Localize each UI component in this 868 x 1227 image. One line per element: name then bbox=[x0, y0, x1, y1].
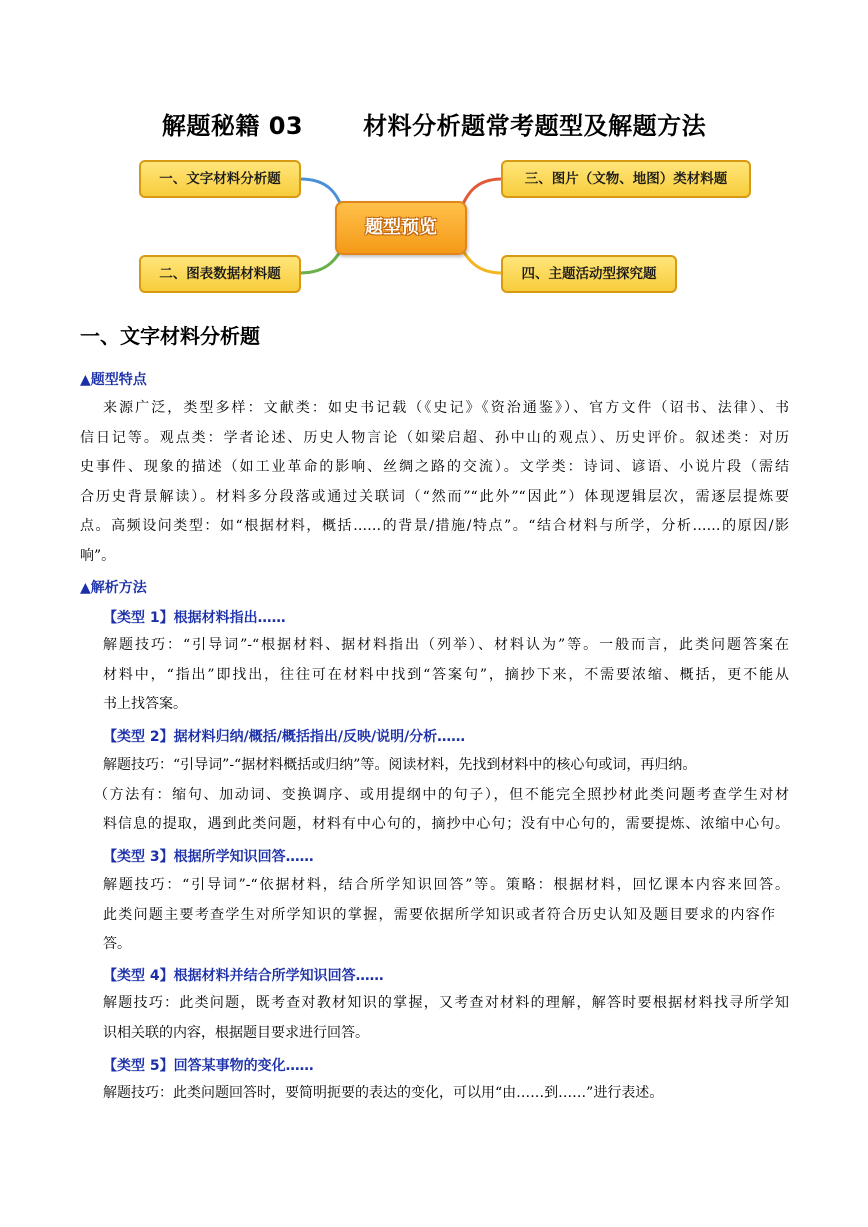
document-title bbox=[0, 106, 868, 141]
features-line: 来源广泛，类型多样：文献类：如史书记载（《史记》《资治通鉴》）、官方文件（诏书、法律）、书 bbox=[103, 400, 789, 416]
title-part-1: 解题秘籍 03 bbox=[161, 112, 304, 140]
features-line: 史事件、现象的描述（如工业革命的影响、丝绸之路的交流）。文学类：诗词、谚语、小说片段（需结 bbox=[80, 459, 789, 475]
features-line: 响”。 bbox=[80, 547, 116, 564]
type-2-line: （方法有：缩句、加动词、变换调序、或用提纲中的句子），但不能完全照抄材此类问题考查学生对材 bbox=[94, 786, 789, 803]
type-1-line: 材料中，“指出”即找出，往往可在材料中找到“答案句”，摘抄下来，不需要浓缩、概括，更不能从 bbox=[103, 666, 789, 683]
features-heading: ▲题型特点 bbox=[80, 372, 147, 388]
type-4-paragraph bbox=[103, 989, 789, 1048]
features-line: 信日记等。观点类：学者论述、历史人物言论（如梁启超、孙中山的观点）、历史评价。叙述类：对历 bbox=[80, 429, 789, 446]
type-1-label: 【类型 1】根据材料指出…… bbox=[103, 610, 286, 626]
question-type-mindmap bbox=[0, 150, 868, 300]
type-3-line: 此类问题主要考查学生对所学知识的掌握，需要依据所学知识或者符合历史认知及题目要求的内容作 bbox=[103, 906, 775, 923]
features-paragraph bbox=[80, 394, 789, 571]
method-heading: ▲解析方法 bbox=[80, 580, 147, 596]
mindmap-center-node: 题型预览 bbox=[335, 201, 467, 255]
type-3-line: 解题技巧：“引导词”-“依据材料，结合所学知识回答”等。策略：根据材料，回忆课本内容来回答。 bbox=[103, 877, 789, 893]
features-line: 合历史背景解读）。材料多分段落或通过关联词（“然而”“此外”“因此”）体现逻辑层次，需逐层提炼要 bbox=[80, 488, 789, 505]
type-5-paragraph bbox=[103, 1079, 789, 1109]
type-1-line: 书上找答案。 bbox=[103, 696, 187, 712]
features-line: 点。高频设问类型：如“根据材料，概括……的背景/措施/特点”。“结合材料与所学，分析……的原因/影 bbox=[80, 518, 789, 534]
mindmap-node-chart-data: 二、图表数据材料题 bbox=[139, 255, 301, 293]
type-1-paragraph bbox=[103, 631, 789, 720]
type-4-label: 【类型 4】根据材料并结合所学知识回答…… bbox=[103, 968, 384, 984]
mindmap-node-text-material: 一、文字材料分析题 bbox=[139, 160, 301, 198]
type-3-label: 【类型 3】根据所学知识回答…… bbox=[103, 849, 314, 865]
type-5-label: 【类型 5】回答某事物的变化…… bbox=[103, 1058, 314, 1074]
type-5-line: 解题技巧：此类问题回答时，要简明扼要的表达的变化，可以用“由……到……”进行表述。 bbox=[103, 1085, 664, 1101]
type-2-line: 解题技巧：“引导词”-“据材料概括或归纳”等。阅读材料，先找到材料中的核心句或词，再归纳。 bbox=[103, 757, 697, 773]
type-2-label: 【类型 2】据材料归纳/概括/概括指出/反映/说明/分析…… bbox=[103, 729, 466, 745]
title-part-2: 材料分析题常考题型及解题方法 bbox=[363, 112, 707, 140]
type-3-line: 答。 bbox=[103, 936, 131, 952]
type-4-line: 识相关联的内容，根据题目要求进行回答。 bbox=[103, 1024, 369, 1041]
type-1-line: 解题技巧：“引导词”-“根据材料、据材料指出（列举）、材料认为”等。一般而言，此类问题答案在 bbox=[103, 637, 789, 653]
mindmap-node-theme-activity: 四、主题活动型探究题 bbox=[501, 255, 677, 293]
type-4-line: 解题技巧：此类问题，既考查对教材知识的掌握，又考查对材料的理解，解答时要根据材料找寻所学知 bbox=[103, 995, 789, 1011]
type-2-line: 料信息的提取，遇到此类问题，材料有中心句的，摘抄中心句；没有中心句的，需要提炼、浓缩中心句。 bbox=[103, 816, 789, 832]
mindmap-node-image-material: 三、图片（文物、地图）类材料题 bbox=[501, 160, 751, 198]
type-3-paragraph bbox=[103, 871, 789, 960]
section-heading: 一、文字材料分析题 bbox=[80, 324, 260, 348]
type-2-paragraph bbox=[94, 751, 789, 840]
